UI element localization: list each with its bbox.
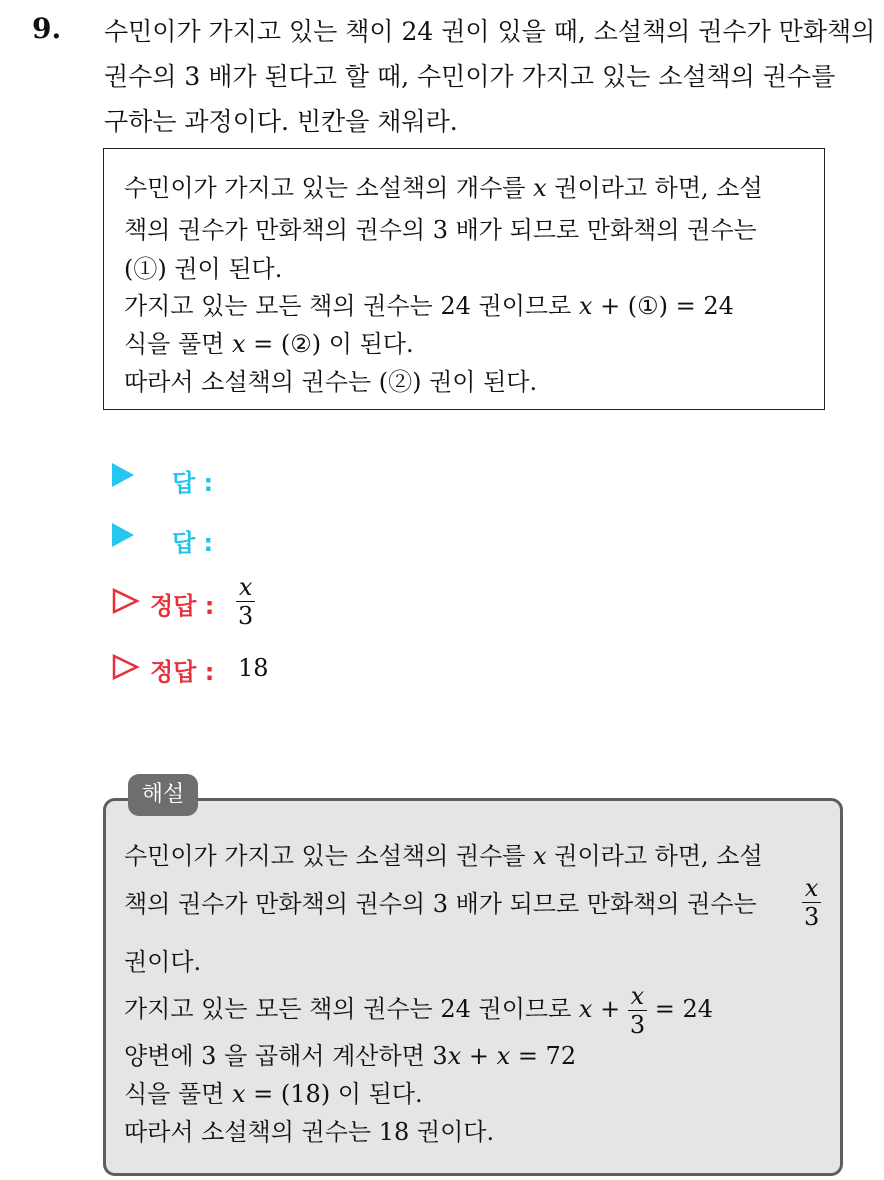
explanation-line: 따라서 소설책의 권수는 18 권이다. <box>124 1118 495 1146</box>
explanation-tab: 해설 <box>128 774 198 816</box>
answer-row[interactable] <box>112 523 332 557</box>
answer-label: 답 : <box>172 469 214 497</box>
correct-answer-row <box>112 654 412 688</box>
correct-answer-row <box>112 588 312 628</box>
explanation-fraction: $\frac{x}{3}$ <box>804 874 820 931</box>
question-text-line: 권수의 3 배가 된다고 할 때, 수민이가 가지고 있는 소설책의 권수를 <box>104 62 836 91</box>
explanation-line: 식을 풀면 x = (18) 이 된다. <box>124 1080 423 1108</box>
explanation-line: 가지고 있는 모든 책의 권수는 24 권이므로 x + $\frac{x}{3}$ = 24 <box>124 982 713 1039</box>
answer-label: 답 : <box>172 529 214 557</box>
question-text-line: 수민이가 가지고 있는 책이 24 권이 있을 때, 소설책의 권수가 만화책의 <box>104 17 876 46</box>
explanation-line: 책의 권수가 만화책의 권수의 3 배가 되므로 만화책의 권수는 <box>124 890 757 918</box>
box-line: 식을 풀면 x = (②) 이 된다. <box>124 330 414 358</box>
outline-arrow-icon <box>112 654 140 680</box>
play-arrow-icon <box>112 463 134 487</box>
play-arrow-icon <box>112 523 134 547</box>
box-line: 책의 권수가 만화책의 권수의 3 배가 되므로 만화책의 권수는 <box>124 216 757 244</box>
correct-answer-value: 18 <box>238 654 269 682</box>
correct-answer-label: 정답 : <box>150 592 215 620</box>
explanation-line: 양변에 3 을 곱해서 계산하면 3x + x = 72 <box>124 1042 577 1070</box>
outline-arrow-icon <box>112 588 140 614</box>
question-number: 9. <box>32 12 62 45</box>
explanation-line: 수민이가 가지고 있는 소설책의 권수를 x 권이라고 하면, 소설 <box>124 842 763 870</box>
explanation-line: 권이다. <box>124 948 202 976</box>
box-line: 따라서 소설책의 권수는 (②) 권이 된다. <box>124 368 538 396</box>
box-line: (①) 권이 된다. <box>124 255 283 283</box>
correct-answer-label: 정답 : <box>150 658 215 686</box>
box-line: 수민이가 가지고 있는 소설책의 개수를 x 권이라고 하면, 소설 <box>124 174 763 202</box>
question-text-line: 구하는 과정이다. 빈칸을 채워라. <box>104 107 458 136</box>
correct-answer-fraction: $\frac{x}{3}$ <box>238 573 254 630</box>
answer-row[interactable] <box>112 463 332 497</box>
box-line: 가지고 있는 모든 책의 권수는 24 권이므로 x + (①) = 24 <box>124 292 734 320</box>
explanation-fraction: $\frac{x}{3}$ <box>629 982 646 1039</box>
